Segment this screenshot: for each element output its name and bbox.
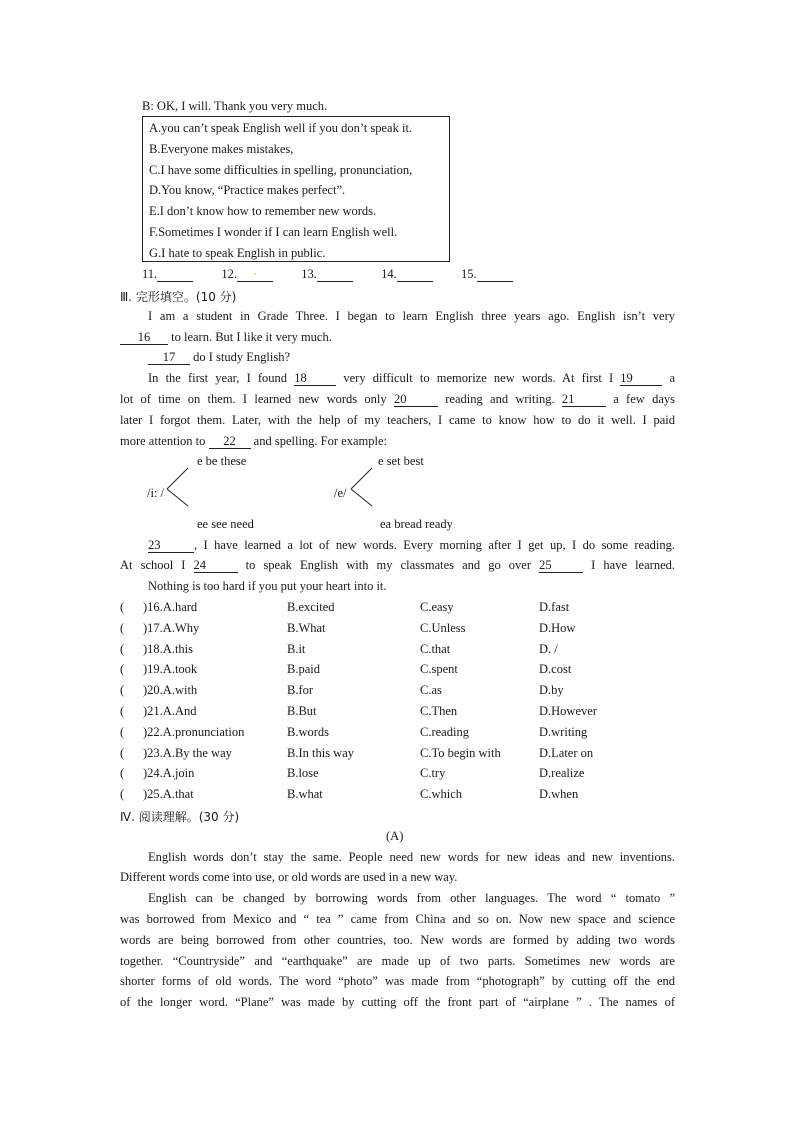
cloze-line-9-c: I have learned. [583, 558, 675, 572]
question-20-b[interactable]: B.for [287, 683, 314, 697]
answer-blanks [142, 267, 513, 282]
reading-p1-line-2: Different words come into use, or old words are used in a new way. [120, 870, 458, 884]
question-23-d[interactable]: D.Later on [539, 746, 594, 760]
question-24-c[interactable]: C.try [420, 766, 446, 780]
phonics-branch-lines [160, 462, 400, 512]
blank-14-label: 14. [381, 267, 397, 281]
blank-11-label: 11. [142, 267, 158, 281]
question-16-d[interactable]: D.fast [539, 600, 570, 614]
reading-p2-line-4: together. “Countryside” and “earthquake” are made up of two parts. Sometimes new words are [120, 954, 675, 968]
cloze-line-3-text: do I study English? [190, 350, 290, 364]
question-21-d[interactable]: D.However [539, 704, 597, 718]
option-f: F.Sometimes I wonder if I can learn English well. [149, 225, 398, 239]
cloze-line-4-b: very difficult to memorize new words. At first I [336, 371, 621, 385]
phonics-left-bottom: ee see need [197, 517, 254, 531]
blank-23[interactable]: 23 [148, 539, 194, 553]
cloze-line-5-b: reading and writing. [437, 392, 562, 406]
cloze-line-4-c: a [662, 371, 675, 385]
cloze-line-1: I am a student in Grade Three. I began to learn English three years ago. English isn’t very [148, 309, 675, 323]
cloze-line-4 [120, 371, 675, 386]
cloze-line-8-text: , I have learned a lot of new words. Every morning after I get up, I do some reading. [194, 538, 675, 552]
question-17-b[interactable]: B.What [287, 621, 326, 635]
cloze-line-3 [120, 350, 675, 365]
cloze-line-10: Nothing is too hard if you put your heart into it. [148, 579, 387, 593]
cloze-line-6: later I forgot them. Later, with the help of my teachers, I came to know how to do it well. I paid [120, 413, 675, 427]
blank-11[interactable] [157, 268, 193, 282]
question-22-d[interactable]: D.writing [539, 725, 588, 739]
blank-22[interactable]: 22 [209, 435, 251, 449]
question-25-a[interactable]: )25.A.that [143, 787, 194, 801]
blank-14[interactable] [397, 268, 433, 282]
question-21-c[interactable]: C.Then [420, 704, 458, 718]
question-19-b[interactable]: B.paid [287, 662, 320, 676]
question-list: ( )16.A.hard B.excited C.easy D.fast ( )17.A.Why B.What C.Unless D.How ( )18.A.this B.it C.that D. / ( )19.A.took B.paid C.spent D.cost ( )20.A.with B.for C.as D.by ( )21.A.And B.But C.Then D.However ( )22.A.pronunciation B.words C.reading D.writing ( )23.A.By the way B.In this way C.To begin with D.Later on ( )24.A.join B.lose C.try D.realize ( )25.A.that B.what C.which D.when [120, 600, 597, 801]
cloze-line-2-text: to learn. But I like it very much. [168, 330, 332, 344]
question-20-d[interactable]: D.by [539, 683, 564, 697]
phonics-left-top: e be these [197, 454, 247, 468]
reading-p2-line-5: shorter forms of old words. The word “photo” was made from “photograph” by cutting off the end [120, 974, 675, 988]
cloze-line-5-a: lot of time on them. I learned new words only [120, 392, 394, 406]
reading-p2-line-3: words are being borrowed from other countries, too. New words are formed by adding two words [120, 933, 675, 947]
section-4-heading: Ⅳ. 阅读理解。(30 分) [120, 810, 240, 824]
question-25-b[interactable]: B.what [287, 787, 323, 801]
phonics-right-top: e set best [378, 454, 424, 468]
question-25-d[interactable]: D.when [539, 787, 579, 801]
cloze-line-8 [120, 538, 675, 553]
question-18-d[interactable]: D. / [539, 642, 558, 656]
question-23-c[interactable]: C.To begin with [420, 746, 501, 760]
question-21-a[interactable]: )21.A.And [143, 704, 197, 718]
question-19-a[interactable]: )19.A.took [143, 662, 198, 676]
question-23-a[interactable]: )23.A.By the way [143, 746, 232, 760]
question-21-b[interactable]: B.But [287, 704, 317, 718]
question-19-d[interactable]: D.cost [539, 662, 572, 676]
question-18-c[interactable]: C.that [420, 642, 451, 656]
question-22-c[interactable]: C.reading [420, 725, 469, 739]
question-20-c[interactable]: C.as [420, 683, 442, 697]
blank-12-label: 12. [221, 267, 238, 281]
option-g: G.I hate to speak English in public. [149, 246, 326, 260]
blank-20[interactable]: 20 [394, 393, 438, 407]
phonics-right-symbol: /e/ [334, 486, 347, 500]
option-d: D.You know, “Practice makes perfect”. [149, 183, 346, 197]
question-24-d[interactable]: D.realize [539, 766, 585, 780]
dot-mark: · [252, 267, 258, 281]
option-a: A.you can’t speak English well if you don’t speak it. [149, 121, 413, 135]
blank-16[interactable]: 16 [120, 331, 168, 345]
blank-13[interactable] [317, 268, 353, 282]
option-c: C.I have some difficulties in spelling, pronunciation, [149, 163, 413, 177]
phonics-right-bottom: ea bread ready [380, 517, 453, 531]
options-box [142, 116, 450, 262]
blank-24[interactable]: 24 [194, 559, 238, 573]
question-16-c[interactable]: C.easy [420, 600, 454, 614]
cloze-line-7-a: more attention to [120, 434, 209, 448]
blank-18[interactable]: 18 [294, 372, 336, 386]
option-b: B.Everyone makes mistakes, [149, 142, 294, 156]
question-24-a[interactable]: )24.A.join [143, 766, 195, 780]
cloze-line-9-a: At school I [120, 558, 194, 572]
cloze-line-5-c: a few days [605, 392, 675, 406]
question-25-c[interactable]: C.which [420, 787, 463, 801]
phonics-left-symbol: /i: / [147, 486, 165, 500]
cloze-line-2 [120, 330, 675, 345]
cloze-line-9 [120, 558, 675, 573]
blank-19[interactable]: 19 [620, 372, 662, 386]
cloze-line-7 [120, 434, 675, 449]
question-17-a[interactable]: )17.A.Why [143, 621, 200, 635]
cloze-line-9-b: to speak English with my classmates and go over [237, 558, 540, 572]
reading-p2-line-6: of the longer word. “Plane” was made by cutting off the front part of “airplane ” . The names of [120, 995, 675, 1009]
question-17-c[interactable]: C.Unless [420, 621, 466, 635]
cloze-line-4-a: In the first year, I found [148, 371, 295, 385]
reading-p2-line-1: English can be changed by borrowing words from other languages. The word “ tomato ” [148, 891, 675, 905]
blank-15-label: 15. [461, 267, 477, 281]
blank-12[interactable] [237, 268, 273, 282]
passage-label: (A) [386, 829, 404, 843]
blank-17[interactable]: 17 [148, 351, 190, 365]
question-18-b[interactable]: B.it [287, 642, 306, 656]
option-e: E.I don’t know how to remember new words. [149, 204, 377, 218]
question-17-d[interactable]: D.How [539, 621, 576, 635]
reading-p1-line-1: English words don’t stay the same. People need new words for new ideas and new inventions. [148, 850, 675, 864]
dialog-line-b: B: OK, I will. Thank you very much. [142, 99, 328, 113]
blank-21[interactable]: 21 [562, 393, 606, 407]
question-20-a[interactable]: )20.A.with [143, 683, 198, 697]
question-22-a[interactable]: )22.A.pronunciation [143, 725, 245, 739]
blank-25[interactable]: 25 [539, 559, 583, 573]
reading-p2-line-2: was borrowed from Mexico and “ tea ” came from China and so on. Now new space and science [120, 912, 675, 926]
cloze-line-5 [120, 392, 675, 407]
question-23-b[interactable]: B.In this way [287, 746, 355, 760]
cloze-line-7-b: and spelling. For example: [250, 434, 387, 448]
blank-13-label: 13. [301, 267, 317, 281]
question-24-b[interactable]: B.lose [287, 766, 319, 780]
question-18-a[interactable]: )18.A.this [143, 642, 193, 656]
question-16-a[interactable]: )16.A.hard [143, 600, 198, 614]
question-16-b[interactable]: B.excited [287, 600, 335, 614]
question-19-c[interactable]: C.spent [420, 662, 458, 676]
blank-15[interactable] [477, 268, 513, 282]
question-22-b[interactable]: B.words [287, 725, 330, 739]
section-3-heading: Ⅲ. 完形填空。(10 分) [120, 290, 237, 304]
